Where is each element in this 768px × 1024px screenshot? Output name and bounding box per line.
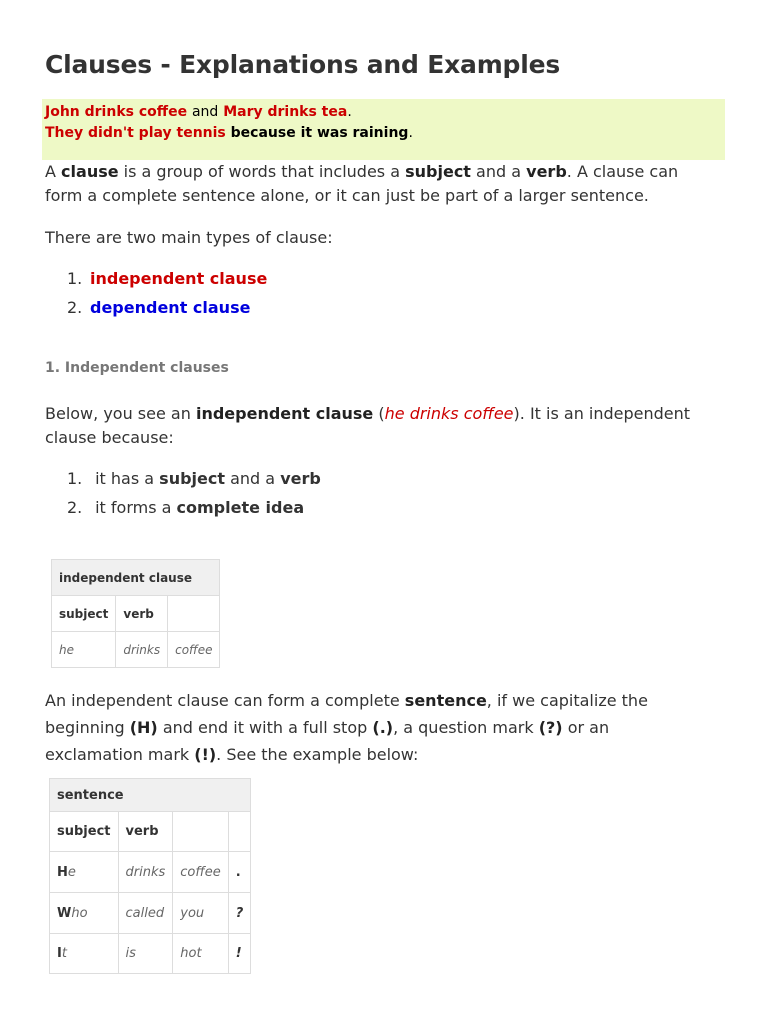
text: ( [378, 404, 385, 423]
text: Below, you see an [45, 404, 191, 423]
text: it has a [95, 469, 155, 488]
list-number: 2. [67, 298, 83, 317]
col-verb: verb [116, 596, 168, 632]
text: and a [476, 162, 522, 181]
term-sentence: sentence [404, 691, 487, 710]
period: . [347, 104, 352, 120]
col-subject: subject [50, 812, 119, 852]
cell-subject: he [52, 632, 116, 668]
clause-types-list [67, 267, 267, 325]
cell-verb: drinks [116, 632, 168, 668]
term-clause: clause [61, 162, 119, 181]
term-verb: verb [526, 162, 567, 181]
list-item [67, 267, 267, 296]
table-header: sentence [50, 779, 251, 812]
cell-verb: is [118, 934, 173, 974]
empty-cell [228, 812, 251, 852]
term-h: (H) [129, 718, 158, 737]
conjunction-and: and [191, 104, 219, 120]
page-title: Clauses - Explanations and Examples [45, 50, 561, 79]
cell-subject [50, 893, 119, 934]
list-item [67, 296, 267, 325]
cell-subject [50, 934, 119, 974]
period: . [408, 125, 413, 141]
col-subject: subject [52, 596, 116, 632]
cell-punctuation: . [228, 852, 251, 893]
text: . A clause can form a complete sentence alone, or it can just be part of a larger sentence. [45, 162, 679, 205]
sentence-table [49, 778, 251, 974]
text: . See the example below: [216, 745, 419, 764]
text: ). It is an independent clause because: [45, 404, 691, 447]
list-number: 1. [67, 269, 83, 288]
capital-letter: I [57, 946, 62, 961]
empty-cell [168, 596, 220, 632]
term-verb: verb [280, 469, 321, 488]
text: e [67, 864, 76, 880]
clause-john: John drinks coffee [45, 104, 188, 120]
example-box [42, 99, 725, 160]
clause-mary: Mary drinks tea [223, 104, 348, 120]
cell-verb: drinks [118, 852, 173, 893]
term-independent-clause: independent clause [195, 404, 374, 423]
text: or an exclamation mark [45, 718, 610, 764]
list-item [67, 496, 321, 525]
text: it forms a [95, 498, 172, 517]
types-intro: There are two main types of clause: [45, 228, 333, 247]
text: , a question mark [393, 718, 534, 737]
term-exclamation-mark: (!) [194, 745, 217, 764]
example-phrase: he drinks coffee [384, 404, 514, 423]
independent-clause-table [51, 559, 220, 668]
list-number: 2. [67, 498, 83, 517]
clause-tennis: They didn't play tennis [45, 125, 226, 141]
cell-object: hot [173, 934, 228, 974]
term-subject: subject [405, 162, 471, 181]
text: ho [71, 905, 88, 921]
reasons-list [67, 467, 321, 525]
clause-raining: because it was raining [230, 125, 409, 141]
term-full-stop: (.) [372, 718, 394, 737]
table-header: independent clause [52, 560, 220, 596]
list-item [67, 467, 321, 496]
capital-letter: W [57, 905, 72, 921]
cell-punctuation: ! [228, 934, 251, 974]
text: A [45, 162, 56, 181]
cell-object: coffee [173, 852, 228, 893]
intro-paragraph [45, 160, 705, 208]
col-verb: verb [118, 812, 173, 852]
capital-letter: H [57, 864, 68, 880]
independent-clause-label: independent clause [90, 269, 268, 288]
empty-cell [173, 812, 228, 852]
text: t [61, 946, 67, 961]
cell-subject [50, 852, 119, 893]
cell-object: you [173, 893, 228, 934]
cell-verb: called [118, 893, 173, 934]
text: and a [230, 469, 276, 488]
below-paragraph [45, 402, 695, 450]
cell-object: coffee [168, 632, 220, 668]
term-complete-idea: complete idea [176, 498, 305, 517]
example-line-1 [45, 102, 722, 123]
text: and end it with a full stop [162, 718, 368, 737]
term-subject: subject [159, 469, 226, 488]
section-heading: 1. Independent clauses [45, 360, 229, 376]
sentence-paragraph [45, 687, 695, 768]
term-question-mark: (?) [538, 718, 563, 737]
list-number: 1. [67, 469, 83, 488]
cell-punctuation: ? [228, 893, 251, 934]
dependent-clause-label: dependent clause [90, 298, 251, 317]
text: is a group of words that includes a [123, 162, 401, 181]
text: An independent clause can form a complete [45, 691, 400, 710]
example-line-2 [45, 123, 722, 144]
text: , if we capitalize the beginning [45, 691, 648, 737]
